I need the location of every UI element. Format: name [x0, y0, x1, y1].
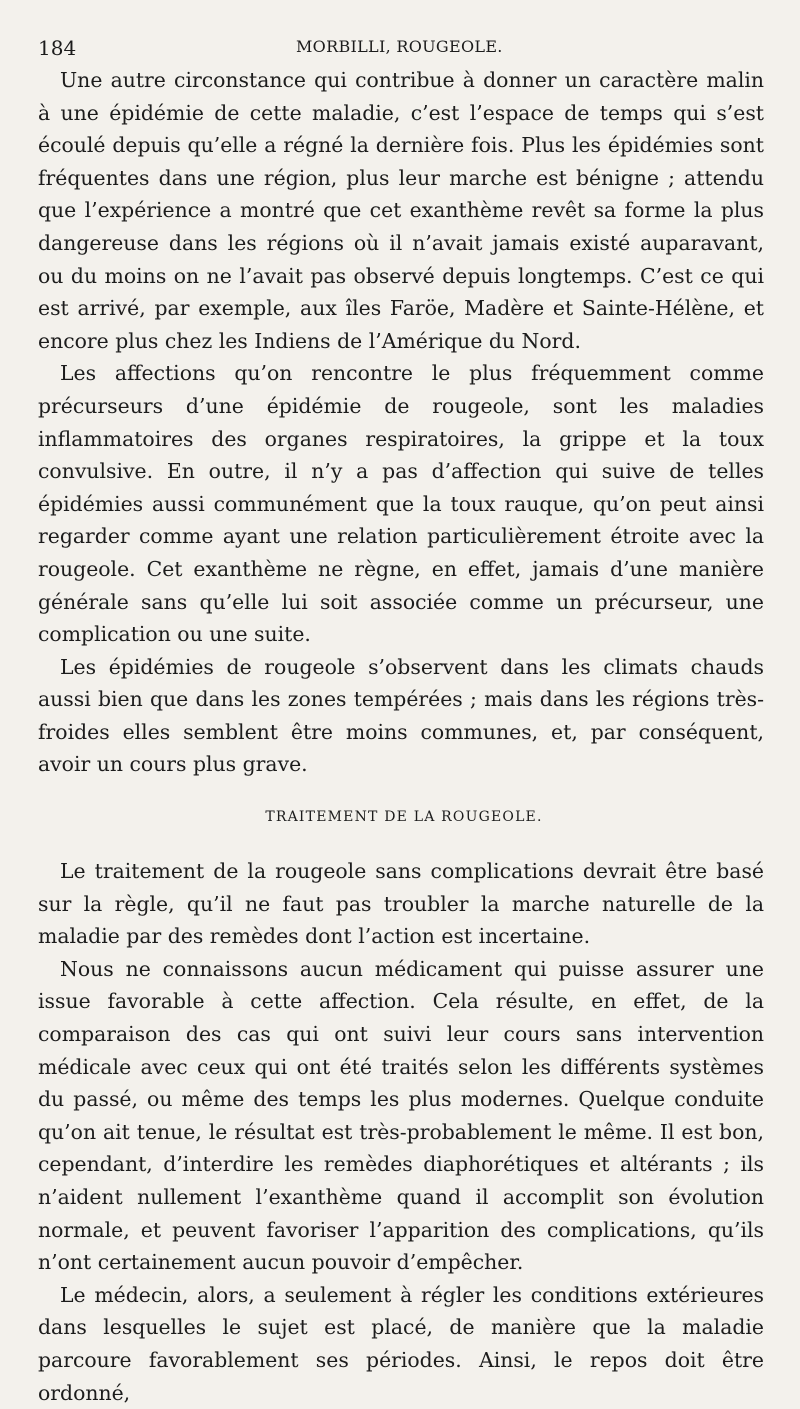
section-heading: TRAITEMENT DE LA ROUGEOLE.: [265, 809, 543, 826]
paragraph: Les affections qu’on rencontre le plus fréquemment comme précurseurs d’une épidémie de rougeole, sont les maladies inflammatoires des organes respiratoires, la grippe et la toux convulsive. En outre, il n’y a pas d’affection qui suive de telles épidémies aussi communément que la toux rauque, qu’on peut ainsi regarder comme ayant une relation particulièrement étroite avec la rougeole. Cet exanthème ne règne, en effet, jamais d’une manière générale sans qu’elle lui soit associée comme un précurseur, une complication ou une suite.: [38, 361, 764, 647]
running-title: MORBILLI, ROUGEOLE.: [296, 37, 503, 56]
paragraph: Nous ne connaissons aucun médicament qui puisse assurer une issue favorable à cette affection. Cela résulte, en effet, de la comparaison des cas qui ont suivi leur cours sans intervention médicale avec ceux qui ont été traités selon les différents systèmes du passé, ou même des temps les plus modernes. Quelque conduite qu’on ait tenue, le résultat est très-probablement le même. Il est bon, cependant, d’interdire les remèdes diaphorétiques et altérants ; ils n’aident nullement l’exanthème quand il accomplit son évolution normale, et peuvent favoriser l’apparition des complications, qu’ils n’ont certainement aucun pouvoir d’empêcher.: [38, 956, 764, 1275]
paragraph: Les épidémies de rougeole s’observent dans les climats chauds aussi bien que dans les zones tempérées ; mais dans les régions très-froides elles semblent être moins communes, et, par conséquent, avoir un cours plus grave.: [38, 654, 764, 777]
paragraph: Une autre circonstance qui contribue à donner un caractère malin à une épidémie de cette maladie, c’est l’espace de temps qui s’est écoulé depuis qu’elle a régné la dernière fois. Plus les épidémies sont fréquentes dans une région, plus leur marche est bénigne ; attendu que l’expérience a montré que cet exanthème revêt sa forme la plus dangereuse dans les régions où il n’avait jamais existé auparavant, ou du moins on ne l’avait pas observé depuis longtemps. C’est ce qui est arrivé, par exemple, aux îles Faröe, Madère et Sainte-Hélène, et encore plus chez les Indiens de l’Amérique du Nord.: [38, 68, 764, 353]
paragraph: Le médecin, alors, a seulement à régler les conditions extérieures dans lesquelles le sujet est placé, de manière que la maladie parcoure favorablement ses périodes. Ainsi, le repos doit être ordonné,: [38, 1282, 764, 1405]
book-page: [38, 34, 764, 1409]
paragraph: Le traitement de la rougeole sans complications devrait être basé sur la règle, qu’il ne faut pas troubler la marche naturelle de la maladie par des remèdes dont l’action est incertaine.: [38, 859, 764, 949]
page-number: 184: [38, 36, 77, 60]
running-header: [38, 34, 764, 60]
